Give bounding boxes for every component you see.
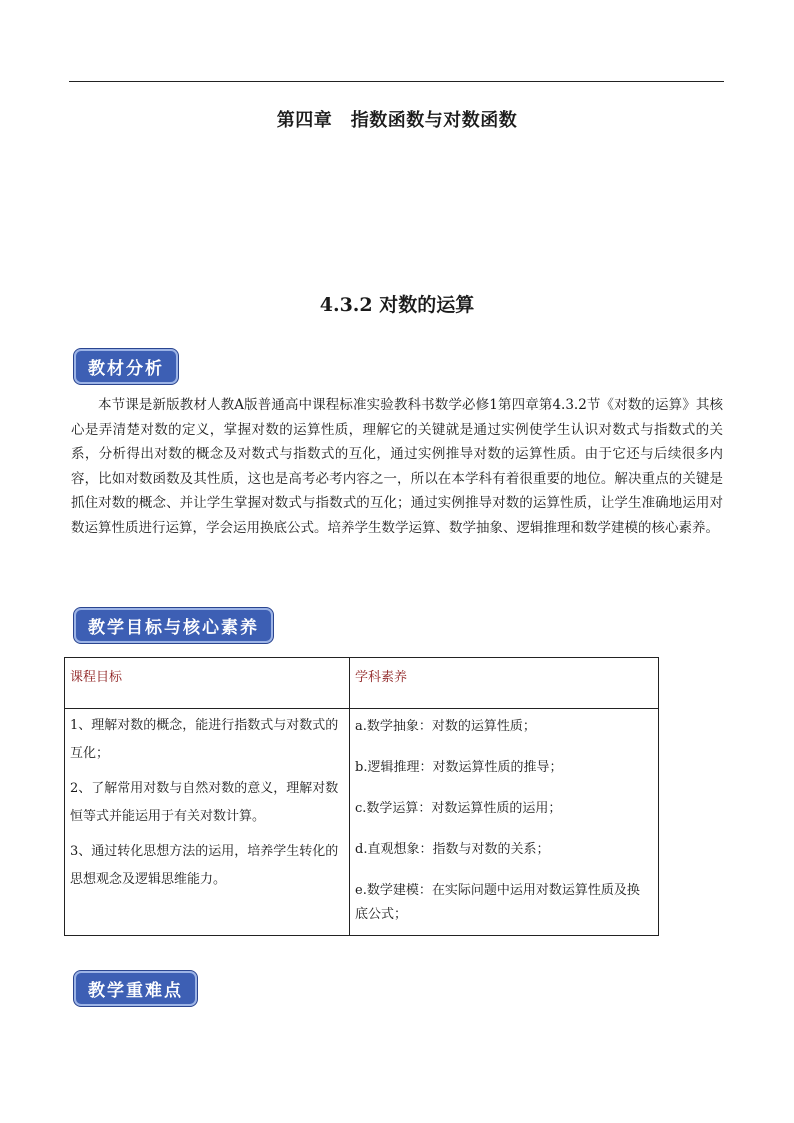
goal-item: 2、了解常用对数与自然对数的意义，理解对数恒等式并能运用于有关对数计算。 (70, 781, 339, 824)
literacy-item: a.数学抽象：对数的运算性质； (355, 719, 536, 734)
goal-item: 1、理解对数的概念，能进行指数式与对数式的互化； (70, 718, 339, 761)
header-course-goals: 课程目标 (65, 658, 350, 709)
literacy-item: c.数学运算：对数运算性质的运用； (355, 801, 562, 816)
difficulties-badge: 教学重难点 (74, 971, 197, 1006)
literacy-item: d.直观想象：指数与对数的关系； (355, 842, 550, 857)
goals-table (64, 657, 659, 936)
literacy-cell (350, 709, 659, 936)
analysis-badge: 教材分析 (74, 349, 178, 384)
goals-badge: 教学目标与核心素养 (74, 608, 273, 643)
goal-item: 3、通过转化思想方法的运用，培养学生转化的思想观念及逻辑思维能力。 (70, 844, 339, 887)
section-title: 4.3.2 对数的运算 (319, 294, 475, 316)
analysis-paragraph: 本节课是新版教材人教A版普通高中课程标准实验教科书数学必修1第四章第4.3.2节《对数的运算》其核心是弄清楚对数的定义，掌握对数的运算性质，理解它的关键就是通过实例使学生认识对数式与指数式的关系，分析得出对数的概念及对数式与指数式的互化，通过实例推导对数的运算性质。由于它还与后续很多内容，比如对数函数及其性质，这也是高考必考内容之一，所以在本学科有着很重要的地位。解决重点的关键是抓住对数的概念、并让学生掌握对数式与指数式的互化；通过实例推导对数的运算性质，让学生准确地运用对数运算性质进行运算，学会运用换底公式。培养学生数学运算、数学抽象、逻辑推理和数学建模的核心素养。 (71, 397, 723, 536)
table-header-row (65, 658, 659, 709)
literacy-item: b.逻辑推理：对数运算性质的推导； (355, 760, 563, 775)
literacy-item: e.数学建模：在实际问题中运用对数运算性质及换底公式； (355, 883, 640, 922)
header-subject-literacy: 学科素养 (350, 658, 659, 709)
chapter-title: 第四章 指数函数与对数函数 (276, 110, 518, 131)
course-goals-cell (65, 709, 350, 936)
header-rule (69, 81, 724, 82)
table-row (65, 709, 659, 936)
